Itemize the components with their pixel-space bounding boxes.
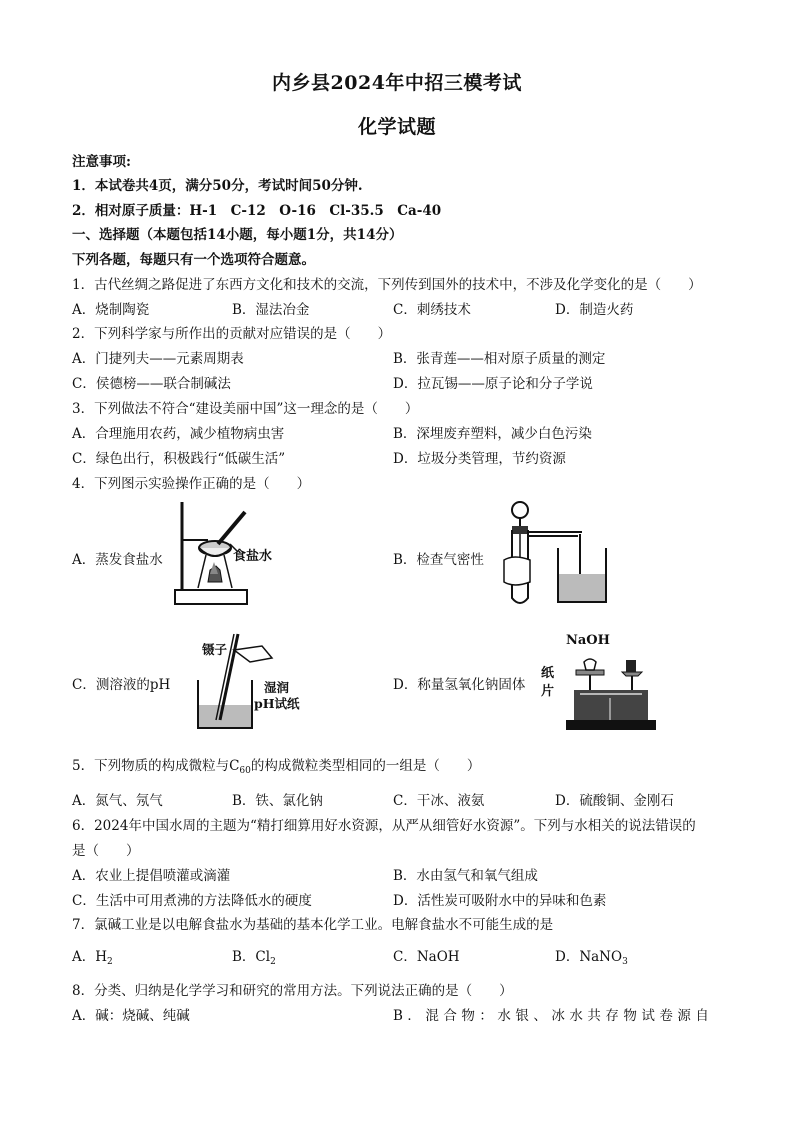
q5-stem-sub: 60 [239, 766, 251, 776]
q2-option-a: A．门捷列夫——元素周期表 [72, 351, 244, 367]
q4-option-c: C．测溶液的pH [72, 677, 171, 693]
q1-option-b: B．湿法冶金 [232, 302, 310, 318]
q7-option-a [72, 945, 113, 967]
fig-d-paper-label-2: 片 [541, 684, 555, 699]
q7-a-text: A．H [72, 949, 108, 965]
q5-stem-post: 的构成微粒类型相同的一组是（ ） [250, 758, 481, 774]
q1-option-a: A．烧制陶瓷 [72, 302, 150, 318]
q2-option-c: C．侯德榜——联合制碱法 [72, 376, 231, 392]
q7-d-text: D．NaNO [555, 949, 623, 965]
q5-option-b: B．铁、氯化钠 [232, 793, 323, 809]
q4-option-a: A．蒸发食盐水 [72, 552, 163, 568]
q8-stem: 8．分类、归纳是化学学习和研究的常用方法。下列说法正确的是（ ） [72, 983, 513, 999]
fig-c-paper-label-2: pH试纸 [254, 696, 300, 711]
q5-stem-pre: 5．下列物质的构成微粒与C [72, 758, 240, 774]
note-2: 2．相对原子质量：H-1 C-12 O-16 Cl-35.5 Ca-40 [72, 203, 442, 219]
q4-stem: 4．下列图示实验操作正确的是（ ） [72, 476, 311, 492]
q5-option-d: D．硫酸铜、金刚石 [555, 793, 674, 809]
fig-c-paper-label-1: 湿润 [264, 680, 290, 695]
q5-option-a: A．氮气、氖气 [72, 793, 163, 809]
q6-option-c: C．生活中可用煮沸的方法降低水的硬度 [72, 893, 312, 909]
q4-option-d: D．称量氢氧化钠固体 [393, 677, 526, 693]
exam-subtitle: 化学试题 [357, 116, 436, 138]
q7-b-text: B．Cl [232, 949, 271, 965]
fig-c-tweezer-label: 镊子 [202, 642, 228, 657]
q7-option-d [555, 945, 628, 967]
q3-option-b: B．深埋废弃塑料，减少白色污染 [393, 426, 592, 442]
q6-stem-line-2: 是（ ） [72, 843, 140, 859]
q7-option-b [232, 945, 276, 967]
fig-d-naoh-label: NaOH [566, 633, 610, 648]
q6-option-d: D．活性炭可吸附水中的异味和色素 [393, 893, 607, 909]
q8-option-a: A．碱：烧碱、纯碱 [72, 1008, 190, 1024]
section-instruction: 下列各题，每题只有一个选项符合题意。 [72, 252, 315, 268]
airtightness-figure [500, 498, 612, 610]
q1-stem: 1．古代丝绸之路促进了东西方文化和技术的交流，下列传到国外的技术中，不涉及化学变化的是（ ） [72, 277, 702, 293]
q2-option-d: D．拉瓦锡——原子论和分子学说 [393, 376, 593, 392]
note-1: 1．本试卷共4页，满分50分，考试时间50分钟. [72, 178, 363, 194]
q2-option-b: B．张青莲——相对原子质量的测定 [393, 351, 606, 367]
fig-a-label: 食盐水 [233, 549, 273, 564]
q8-option-b: B．混合物：水银、冰水共存物试卷源自 [393, 1008, 714, 1024]
q7-d-sub: 3 [622, 957, 628, 967]
q6-stem-line-1: 6．2024年中国水周的主题为“精打细算用好水资源，从严从细管好水资源”。下列与水相关的说法错误的 [72, 818, 696, 834]
section-title: 一、选择题（本题包括14小题，每小题1分，共14分） [72, 227, 403, 243]
q3-option-d: D．垃圾分类管理，节约资源 [393, 451, 566, 467]
q3-option-a: A．合理施用农药，减少植物病虫害 [72, 426, 285, 442]
q4-option-b: B．检查气密性 [393, 552, 484, 568]
notes-heading: 注意事项: [72, 154, 131, 170]
q3-stem: 3．下列做法不符合“建设美丽中国”这一理念的是（ ） [72, 401, 419, 417]
q5-option-c: C．干冰、液氨 [393, 793, 485, 809]
exam-title: 内乡县2024年中招三模考试 [272, 72, 522, 94]
q7-stem: 7．氯碱工业是以电解食盐水为基础的基本化学工业。电解食盐水不可能生成的是 [72, 917, 554, 933]
balance-figure [560, 650, 660, 732]
q2-stem: 2．下列科学家与所作出的贡献对应错误的是（ ） [72, 326, 392, 342]
fig-d-paper-label-1: 纸 [541, 666, 555, 681]
q1-option-c: C．刺绣技术 [393, 302, 471, 318]
q5-stem [72, 754, 480, 776]
q6-option-b: B．水由氢气和氧气组成 [393, 868, 538, 884]
q7-b-sub: 2 [270, 957, 276, 967]
q1-option-d: D．制造火药 [555, 302, 634, 318]
q7-a-sub: 2 [107, 957, 113, 967]
q3-option-c: C．绿色出行，积极践行“低碳生活” [72, 451, 286, 467]
q6-option-a: A．农业上提倡喷灌或滴灌 [72, 868, 231, 884]
q7-option-c: C．NaOH [393, 949, 460, 965]
